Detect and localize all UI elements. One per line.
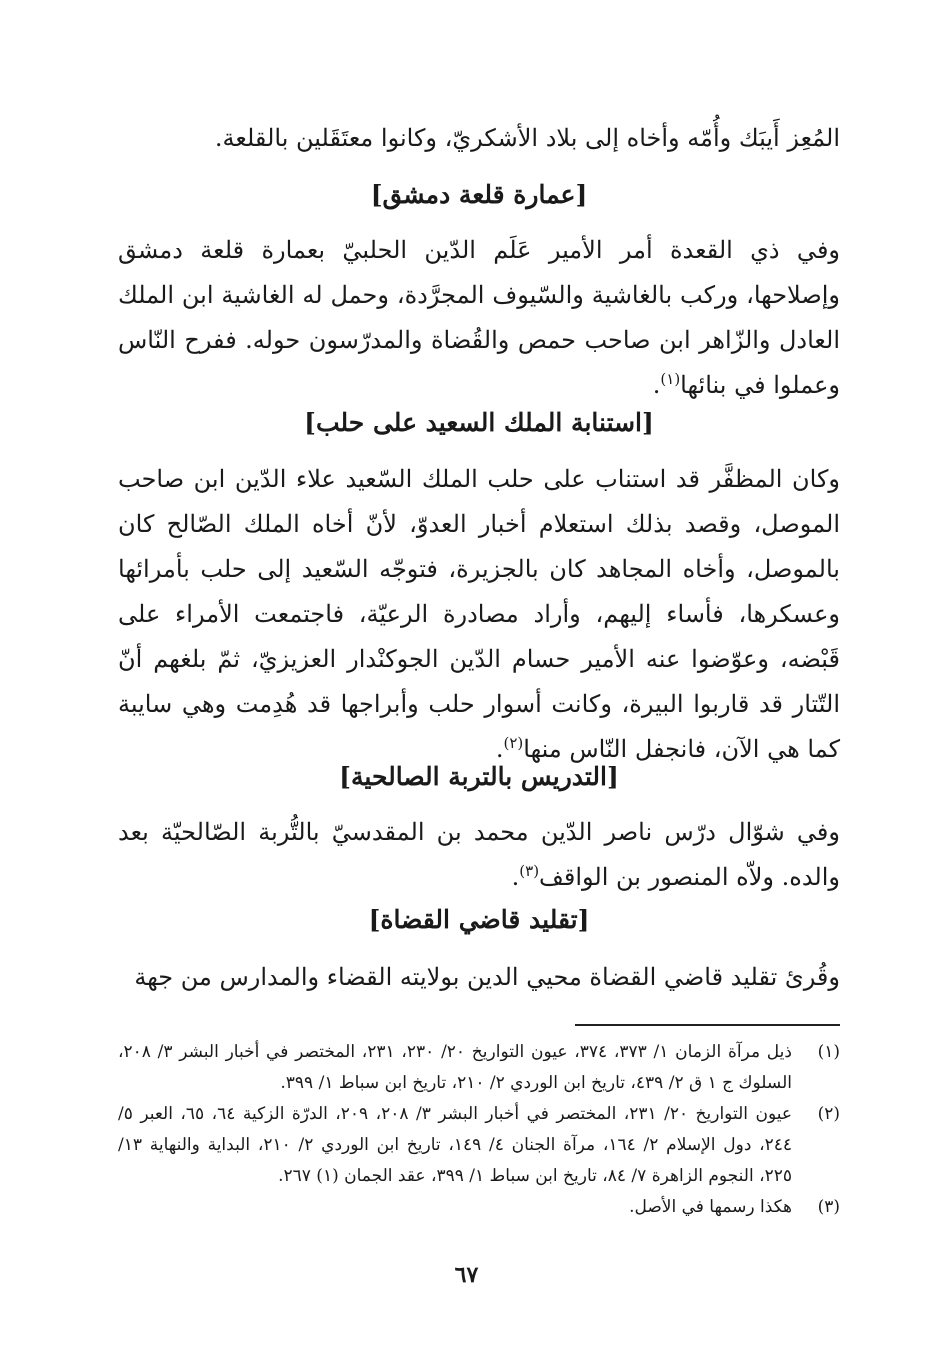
paragraph-text: وكان المظفَّر قد استناب على حلب الملك السّعيد علاء الدّين ابن صاحب الموصل، وقصد بذلك استعلام أخبار العدوّ، لأنّ أخاه الملك الصّالح كان بالموصل، وأخاه المجاهد كان بالجزيرة، فتوجّه السّعيد إلى حلب بأمرائها وعسكرها، فأساء إليهم، وأراد مصادرة الرعيّة، فاجتمعت الأمراء على قَبْضه، وعوّضوا عنه الأمير حسام الدّين الجوكنْدار العزيزيّ، ثمّ بلغهم أنّ التّتار قد قاربوا البيرة، وكانت أسوار حلب وأبراجها قد هُدِمت وهي سايبة كما هي الآن، فانجفل النّاس منها — [118, 465, 841, 763]
paragraph-text: وفي ذي القعدة أمر الأمير عَلَم الدّين الحلبيّ بعمارة قلعة دمشق وإصلاحها، وركب بالغاشية والسّيوف المجرَّدة، وحمل له الغاشية ابن الملك العادل والزّاهر ابن صاحب حمص والقُضاة والمدرّسون حوله. ففرح النّاس وعملوا في بنائها — [118, 236, 840, 399]
paragraph-text: وقُرئ تقليد قاضي القضاة محيي الدين بولايته القضاء والمدارس من جهة — [134, 963, 840, 991]
footnote-ref[interactable]: (١) — [660, 370, 681, 388]
footnote-item — [118, 1099, 840, 1192]
footnote-item — [118, 1192, 840, 1223]
paragraph-text: وفي شوّال درّس ناصر الدّين محمد بن المقدسيّ بالتُّربة الصّالحيّة بعد والده. ولاّه المنصور بن الواقف — [118, 818, 840, 891]
footnotes — [118, 1037, 840, 1223]
section-heading-citadel: [عمارة قلعة دمشق] — [370, 180, 588, 209]
footnote-ref[interactable]: (٣) — [519, 862, 540, 880]
page-number: ٦٧ — [454, 1262, 479, 1288]
footnote-ref[interactable]: (٢) — [503, 734, 524, 752]
footnote-number: (٣) — [817, 1197, 840, 1217]
paragraph-text: المُعِز أَيبَك وأُمّه وأخاه إلى بلاد الأشكريّ، وكانوا معتَقَلين بالقلعة. — [214, 124, 840, 152]
footnote-item — [118, 1037, 840, 1099]
section-heading-aleppo: [استنابة الملك السعيد على حلب] — [304, 408, 654, 437]
footnote-separator — [575, 1024, 840, 1026]
footnote-text: عيون التواريخ ٢٠/ ٢٣١، المختصر في أخبار البشر ٣/ ٢٠٨، ٢٠٩، الدرّة الزكية ٦٤، ٦٥، العبر ٥/ ٢٤٤، دول الإسلام ٢/ ١٦٤، مرآة الجنان ٤/ ١٤٩، تاريخ ابن الوردي ٢/ ٢١٠، البداية والنهاية ١٣/ ٢٢٥، النجوم الزاهرة ٧/ ٨٤، تاريخ ابن سباط ١/ ٣٩٩، عقد الجمان (١) ٢٦٧. — [118, 1104, 793, 1186]
continuation-paragraph — [118, 116, 840, 161]
paragraph-end: . — [652, 371, 661, 399]
paragraph-teaching — [118, 810, 840, 900]
footnote-number: (١) — [817, 1042, 840, 1062]
paragraph-end: . — [511, 863, 520, 891]
footnote-number: (٢) — [817, 1104, 840, 1124]
section-heading-judge: [تقليد قاضي القضاة] — [368, 905, 590, 934]
paragraph-end: . — [495, 735, 504, 763]
footnote-text: ذيل مرآة الزمان ١/ ٣٧٣، ٣٧٤، عيون التواريخ ٢٠/ ٢٣٠، ٢٣١، المختصر في أخبار البشر ٣/ ٢٠٨، السلوك ج ١ ق ٢/ ٤٣٩، تاريخ ابن الوردي ٢/ ٢١٠، تاريخ ابن سباط ١/ ٣٩٩. — [118, 1042, 792, 1093]
footnote-text: هكذا رسمها في الأصل. — [629, 1197, 792, 1217]
paragraph-citadel — [118, 228, 840, 408]
section-heading-teaching: [التدريس بالتربة الصالحية] — [339, 762, 619, 791]
paragraph-judge — [118, 955, 840, 1000]
paragraph-aleppo — [118, 457, 840, 772]
